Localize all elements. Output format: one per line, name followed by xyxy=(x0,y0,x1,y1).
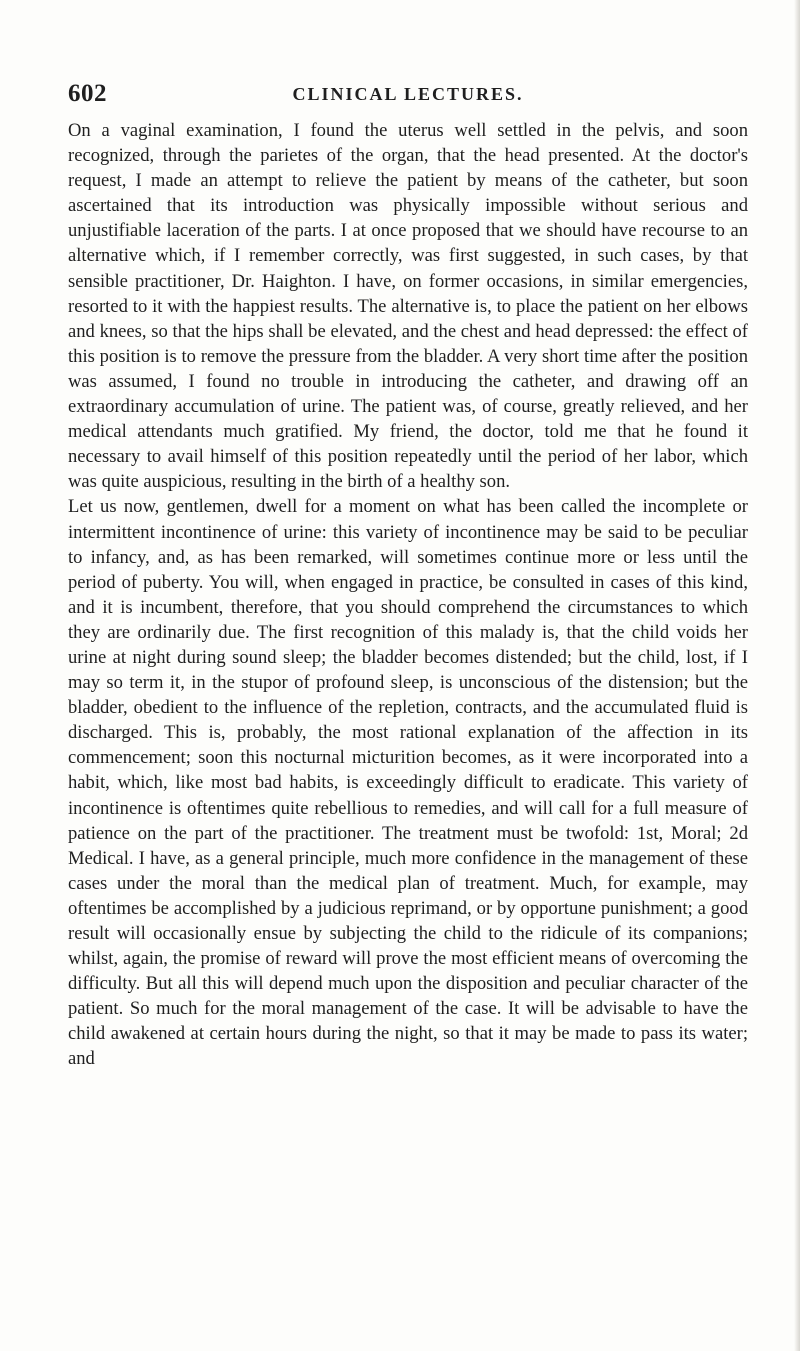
page-edge-shadow xyxy=(794,0,800,1351)
paragraph-incontinence: Let us now, gentlemen, dwell for a moment on what has been called the incomplete or intermittent incontinence of urine: this variety of incontinence may be said to be peculiar to infancy, and, as has been remarked, will sometimes continue more or less until the period of puberty. You will, when engaged in practice, be consulted in cases of this kind, and it is incumbent, therefore, that you should comprehend the circumstances to which they are ordinarily due. The first recognition of this malady is, that the child voids her urine at night during sound sleep; the bladder becomes distended; but the child, lost, if I may so term it, in the stupor of profound sleep, is unconscious of the distension; but the bladder, obedient to the influence of the repletion, contracts, and the accumulated fluid is discharged. This is, probably, the most rational explanation of the affection in its commencement; soon this nocturnal micturition becomes, as it were incorporated into a habit, which, like most bad habits, is exceedingly difficult to eradicate. This variety of incontinence is oftentimes quite rebellious to remedies, and will call for a full measure of patience on the part of the practitioner. The treatment must be twofold: 1st, Moral; 2d Medical. I have, as a general principle, much more confidence in the management of these cases under the moral than the medical plan of treatment. Much, for example, may oftentimes be accomplished by a judicious reprimand, or by opportune punishment; a good result will occasionally ensue by subjecting the child to the ridicule of its companions; whilst, again, the promise of reward will prove the most efficient means of overcoming the difficulty. But all this will depend much upon the disposition and peculiar character of the patient. So much for the moral management of the case. It will be advisable to have the child awakened at certain hours during the night, so that it may be made to pass its water; and xyxy=(68,496,748,1070)
running-head: CLINICAL LECTURES. xyxy=(292,84,524,104)
page-number: 602 xyxy=(68,80,107,107)
body-text xyxy=(68,118,748,1072)
paragraph-vaginal-examination: On a vaginal examination, I found the uterus well settled in the pelvis, and soon recognized, through the parietes of the organ, that the head presented. At the doctor's request, I made an attempt to relieve the patient by means of the catheter, but soon ascertained that its introduction was physically impossible without serious and unjustifiable laceration of the parts. I at once proposed that we should have recourse to an alternative which, if I remember correctly, was first suggested, in such cases, by that sensible practitioner, Dr. Haighton. I have, on former occasions, in similar emergencies, resorted to it with the happiest results. The alternative is, to place the patient on her elbows and knees, so that the hips shall be elevated, and the chest and head depressed: the effect of this position is to remove the pressure from the bladder. A very short time after the position was assumed, I found no trouble in introducing the catheter, and drawing off an extraordinary accumulation of urine. The patient was, of course, greatly relieved, and her medical attendants much gratified. My friend, the doctor, told me that he found it necessary to avail himself of this position repeatedly until the period of her labor, which was quite auspicious, resulting in the birth of a healthy son. xyxy=(68,120,748,493)
page-header xyxy=(68,80,748,110)
